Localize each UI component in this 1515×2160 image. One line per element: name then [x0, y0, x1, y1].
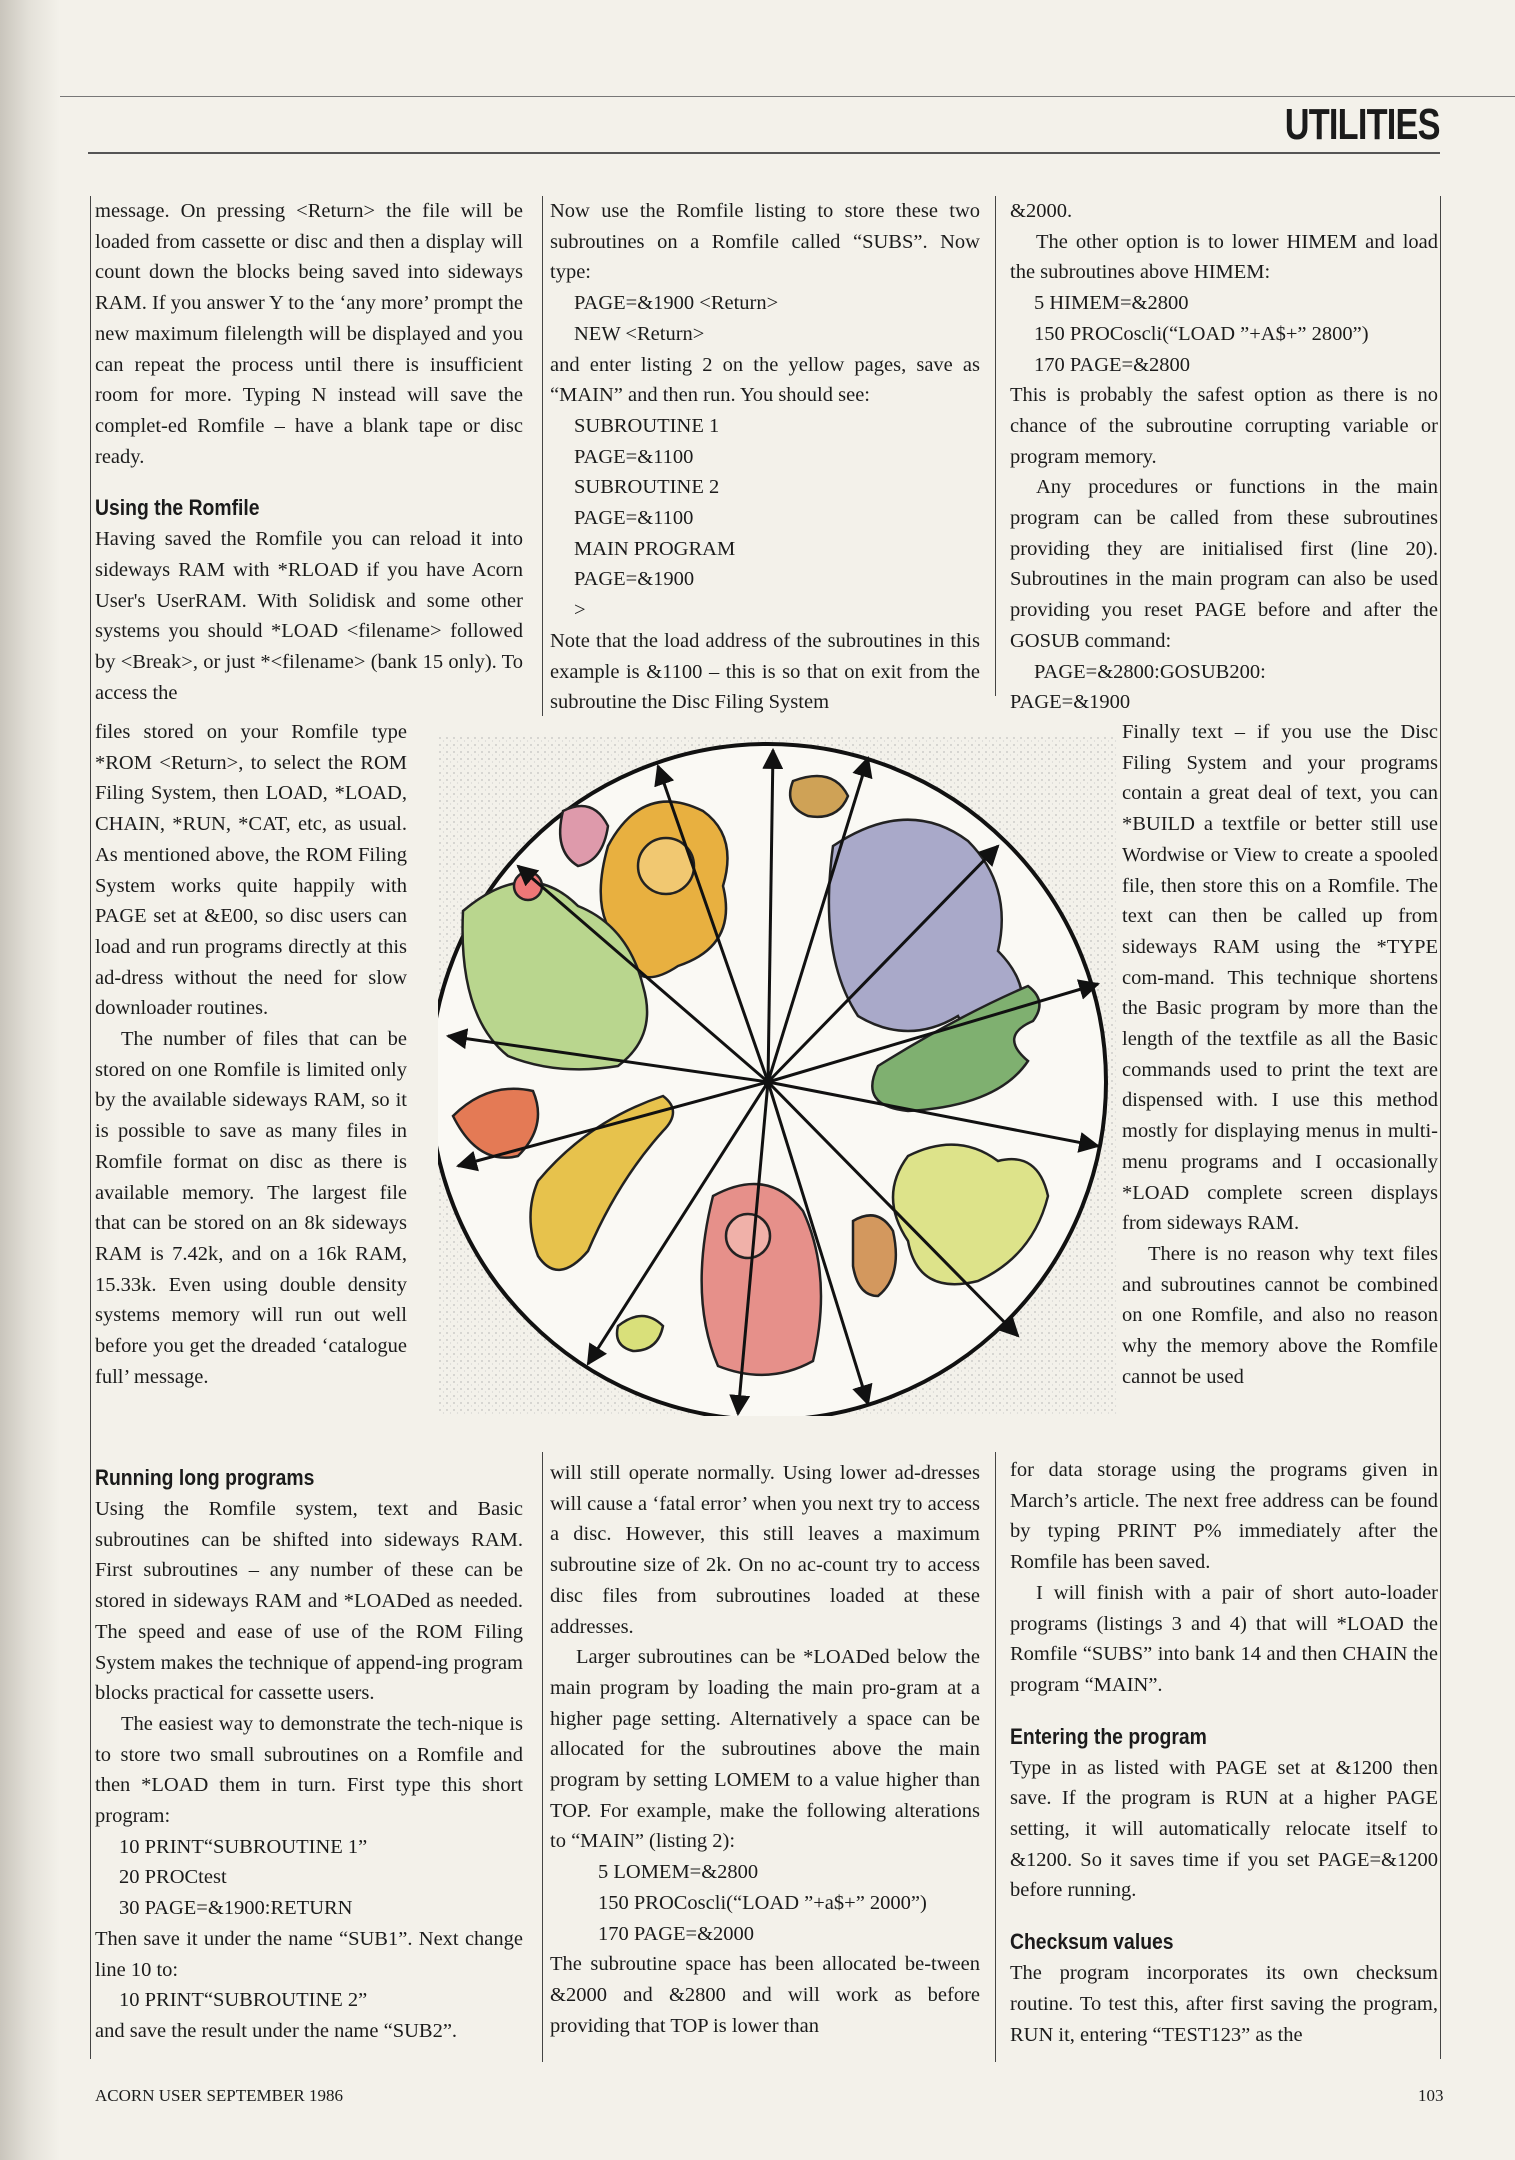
paragraph: and save the result under the name “SUB2”.: [95, 2019, 458, 2042]
output-line: PAGE=&1900: [574, 568, 695, 591]
subheading-entering-program: Entering the program: [1010, 1723, 1207, 1749]
paragraph: Any procedures or functions in the main program can be called from these subroutines providing they are initialised first (line 20). Subroutines in the main program can also be used providing you reset PAGE before and after the GOSUB command:: [1010, 476, 1438, 652]
article-column-3-lower: [1010, 1455, 1438, 2050]
article-column-3-wrap: [1122, 717, 1438, 1392]
article-column-1: [95, 196, 523, 709]
output-line: MAIN PROGRAM: [574, 537, 736, 560]
code-line: 150 PROCoscli(“LOAD ”+a$+” 2000”): [598, 1891, 927, 1914]
output-line: SUBROUTINE 2: [574, 476, 720, 499]
code-line: 30 PAGE=&1900:RETURN: [119, 1897, 353, 1920]
article-column-2: [550, 196, 980, 718]
paragraph: message. On pressing <Return> the file will be loaded from cassette or disc and then a display will count down the blocks being saved into sideways RAM. If you answer Y to the ‘any more’ prompt the new maximum filelength will be displayed and you can repeat the process until there is insufficient room for more. Typing N instead will save the complet-ed Romfile – have a blank tape or disc ready.: [95, 200, 523, 468]
code-line: 20 PROCtest: [119, 1866, 227, 1889]
code-line: PAGE=&1900 <Return>: [574, 292, 779, 315]
paragraph: Type in as listed with PAGE set at &1200 then save. If the program is RUN at a higher PAGE setting, it will automatically relocate itself to &1200. So it saves time if you set PAGE=&1200 before running.: [1010, 1756, 1438, 1902]
code-line: 170 PAGE=&2000: [598, 1922, 755, 1945]
paragraph: for data storage using the programs given in March’s article. The next free address can be found by typing PRINT P% immediately after the Romfile has been saved.: [1010, 1459, 1438, 1574]
output-line: PAGE=&1100: [574, 507, 694, 530]
code-line: 170 PAGE=&2800: [1034, 353, 1191, 376]
code-line: NEW <Return>: [574, 322, 705, 345]
subheading-running-long-programs: Running long programs: [95, 1465, 315, 1490]
footer-publication: ACORN USER SEPTEMBER 1986: [95, 2086, 343, 2105]
code-line: 5 LOMEM=&2800: [598, 1861, 759, 1884]
output-line: PAGE=&1100: [574, 445, 694, 468]
page-gutter: [0, 0, 60, 2160]
article-column-1-lower: [95, 1462, 523, 2047]
paragraph: The easiest way to demonstrate the tech-nique is to store two small subroutines on a Romfile and then *LOAD them in turn. First type this short program:: [95, 1712, 523, 1828]
paragraph: files stored on your Romfile type *ROM <Return>, to select the ROM Filing System, then LOAD, *LOAD, CHAIN, *RUN, *CAT, etc, as usual. As mentioned above, the ROM Filing System works quite happily with PAGE set at &E00, so disc users can load and run programs directly at this ad-dress without the need for slow downloader routines.: [95, 721, 407, 1020]
column-rule: [542, 1452, 543, 2062]
top-rule: [60, 96, 1515, 97]
paragraph: will still operate normally. Using lower ad-dresses will cause a ‘fatal error’ when you next try to access a disc. However, this still leaves a maximum subroutine size of 2k. On no ac-count try to access disc files from subroutines loaded at these addresses.: [550, 1462, 980, 1638]
paragraph: Having saved the Romfile you can reload it into sideways RAM with *RLOAD if you have Acorn User's UserRAM. With Solidisk and some other systems you should *LOAD <filename> followed by <Break>, or just *<filename> (bank 15 only). To access the: [95, 528, 523, 704]
paragraph: The other option is to lower HIMEM and load the subroutines above HIMEM:: [1010, 230, 1438, 284]
paragraph: This is probably the safest option as there is no chance of the subroutine corrupting variable or program memory.: [1010, 384, 1438, 468]
column-rule: [995, 196, 996, 696]
paragraph: &2000.: [1010, 200, 1073, 222]
code-line: 5 HIMEM=&2800: [1034, 292, 1189, 315]
paragraph: Using the Romfile system, text and Basic subroutines can be shifted into sideways RAM. First subroutines – any number of these can be stored in sideways RAM and *LOADed as needed. The speed and ease of use of the ROM Filing System makes the technique of append-ing program blocks practical for cassette users.: [95, 1498, 523, 1705]
paragraph: and enter listing 2 on the yellow pages, save as “MAIN” and then run. You should see:: [550, 353, 980, 407]
section-title: UTILITIES: [1284, 100, 1440, 149]
output-line: >: [574, 599, 586, 622]
article-column-3: [1010, 196, 1438, 718]
paragraph: Larger subroutines can be *LOADed below the main program by loading the main pro-gram at a higher page setting. Alternatively a space can be allocated for the subroutines above the main program by setting LOMEM to a value higher than TOP. For example, make the following alterations to “MAIN” (listing 2):: [550, 1646, 980, 1853]
paragraph: There is no reason why text files and subroutines cannot be combined on one Romfile, and also no reason why the memory above the Romfile cannot be used: [1122, 1242, 1438, 1388]
column-rule: [90, 196, 91, 2059]
paragraph: I will finish with a pair of short auto-loader programs (listings 3 and 4) that will *LOAD the Romfile “SUBS” into bank 14 and then CHAIN the program “MAIN”.: [1010, 1581, 1438, 1696]
column-rule: [1440, 196, 1441, 2059]
page-number: 103: [1418, 2086, 1444, 2105]
code-line: 10 PRINT“SUBROUTINE 2”: [119, 1989, 368, 2012]
animal-wheel-illustration: [438, 736, 1118, 1416]
paragraph: Note that the load address of the subroutines in this example is &1100 – this is so that on exit from the subroutine the Disc Filing System: [550, 629, 980, 714]
code-line: 10 PRINT“SUBROUTINE 1”: [119, 1835, 368, 1858]
column-rule: [995, 1452, 996, 2062]
paragraph: The subroutine space has been allocated be-tween &2000 and &2800 and will work as before providing that TOP is lower than: [550, 1953, 980, 2037]
code-line: PAGE=&1900: [1010, 691, 1131, 714]
paragraph: The program incorporates its own checksum routine. To test this, after first saving the program, RUN it, entering “TEST123” as the: [1010, 1962, 1438, 2046]
paragraph: Then save it under the name “SUB1”. Next change line 10 to:: [95, 1927, 523, 1981]
subheading-checksum-values: Checksum values: [1010, 1929, 1174, 1955]
code-line: PAGE=&2800:GOSUB200:: [1034, 660, 1266, 683]
article-column-1-wrap: [95, 717, 407, 1392]
output-line: SUBROUTINE 1: [574, 414, 720, 437]
paragraph: Now use the Romfile listing to store these two subroutines on a Romfile called “SUBS”. Now type:: [550, 200, 980, 284]
column-rule: [542, 196, 543, 716]
paragraph: The number of files that can be stored on one Romfile is limited only by the available sideways RAM, so it is possible to save as many files in Romfile format on disc as there is available memory. The largest file that can be stored on an 8k sideways RAM is 7.42k, and on a 16k RAM, 15.33k. Even using double density systems memory will run out well before you get the dreaded ‘catalogue full’ message.: [95, 1028, 407, 1388]
article-column-2-lower: [550, 1458, 980, 2041]
subheading-using-romfile: Using the Romfile: [95, 495, 260, 521]
header-rule: [88, 152, 1440, 154]
code-line: 150 PROCoscli(“LOAD ”+A$+” 2800”): [1034, 322, 1369, 345]
paragraph: Finally text – if you use the Disc Filing System and your programs contain a great deal of text, you can *BUILD a textfile or better still use Wordwise or View to create a spooled file, then store this on a Romfile. The text can then be called up from sideways RAM using the *TYPE com-mand. This technique shortens the Basic program by more than the length of the textfile as all the Basic commands used to print the text are dispensed with. I use this method mostly for displaying menus in multi-menu programs and I occasionally *LOAD complete screen displays from sideways RAM.: [1122, 721, 1438, 1235]
